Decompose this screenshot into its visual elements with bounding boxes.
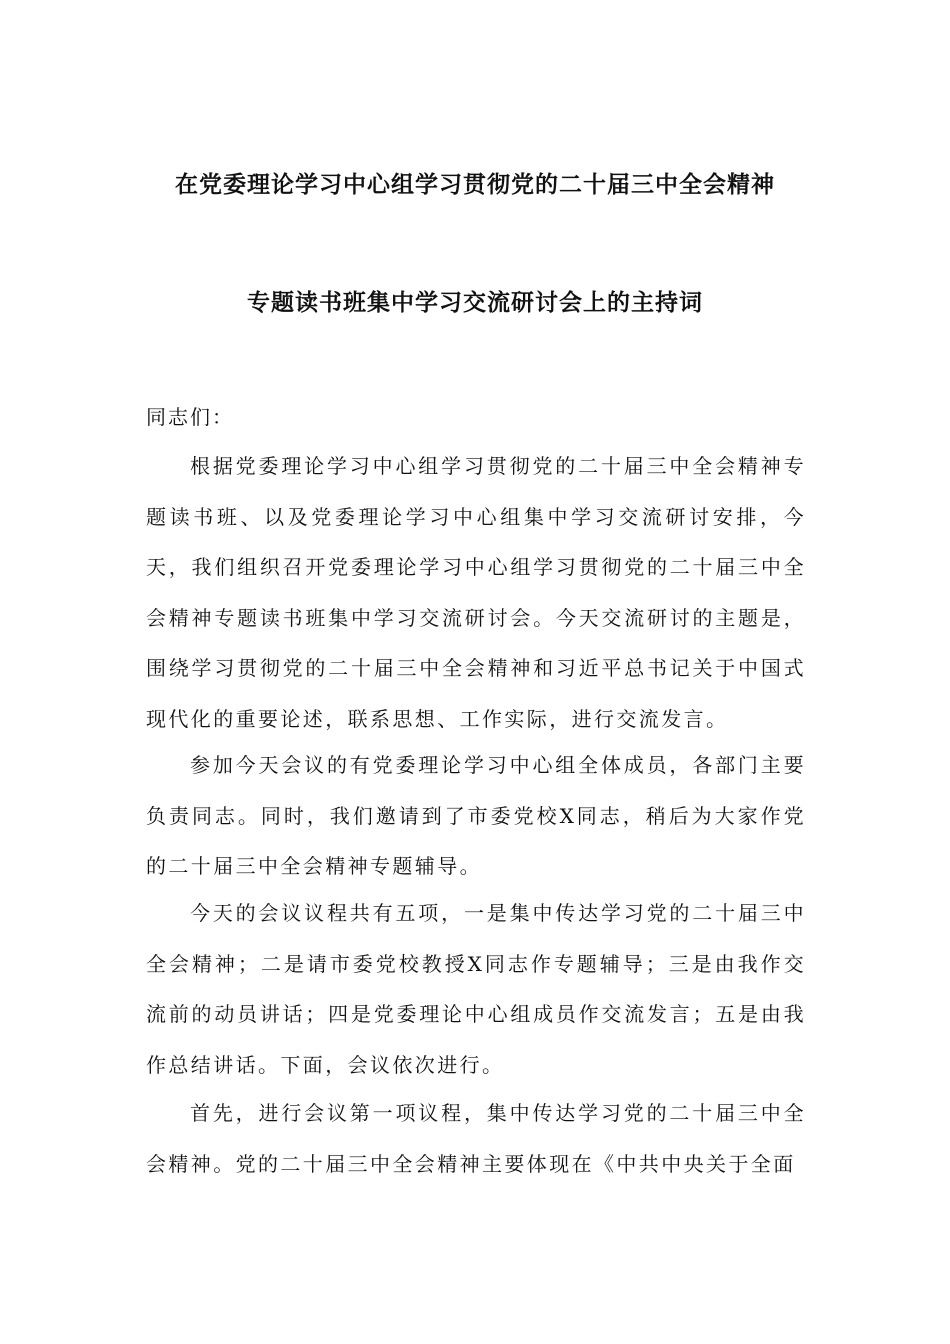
document-title-line-1: 在党委理论学习中心组学习贯彻党的二十届三中全会精神 bbox=[175, 171, 775, 198]
paragraph-2: 参加今天会议的有党委理论学习中心组全体成员，各部门主要负责同志。同时，我们邀请到了市委党校X同志，稍后为大家作党的二十届三中全会精神专题辅导。 bbox=[146, 753, 806, 878]
paragraph-3: 今天的会议议程共有五项，一是集中传达学习党的二十届三中全会精神；二是请市委党校教授X同志作专题辅导；三是由我作交流前的动员讲话；四是党委理论中心组成员作交流发言；五是由我作总结讲话。下面，会议依次进行。 bbox=[146, 901, 806, 1077]
paragraph-1: 根据党委理论学习中心组学习贯彻党的二十届三中全会精神专题读书班、以及党委理论学习中心组集中学习交流研讨安排，今天，我们组织召开党委理论学习中心组学习贯彻党的二十届三中全会精神专题读书班集中学习交流研讨会。今天交流研讨的主题是，围绕学习贯彻党的二十届三中全会精神和习近平总书记关于中国式现代化的重要论述，联系思想、工作实际，进行交流发言。 bbox=[146, 454, 806, 731]
salutation: 同志们： bbox=[146, 405, 234, 429]
document-title-line-2: 专题读书班集中学习交流研讨会上的主持词 bbox=[247, 289, 703, 316]
paragraph-4: 首先，进行会议第一项议程，集中传达学习党的二十届三中全会精神。党的二十届三中全会精神主要体现在《中共中央关于全面 bbox=[146, 1101, 806, 1176]
